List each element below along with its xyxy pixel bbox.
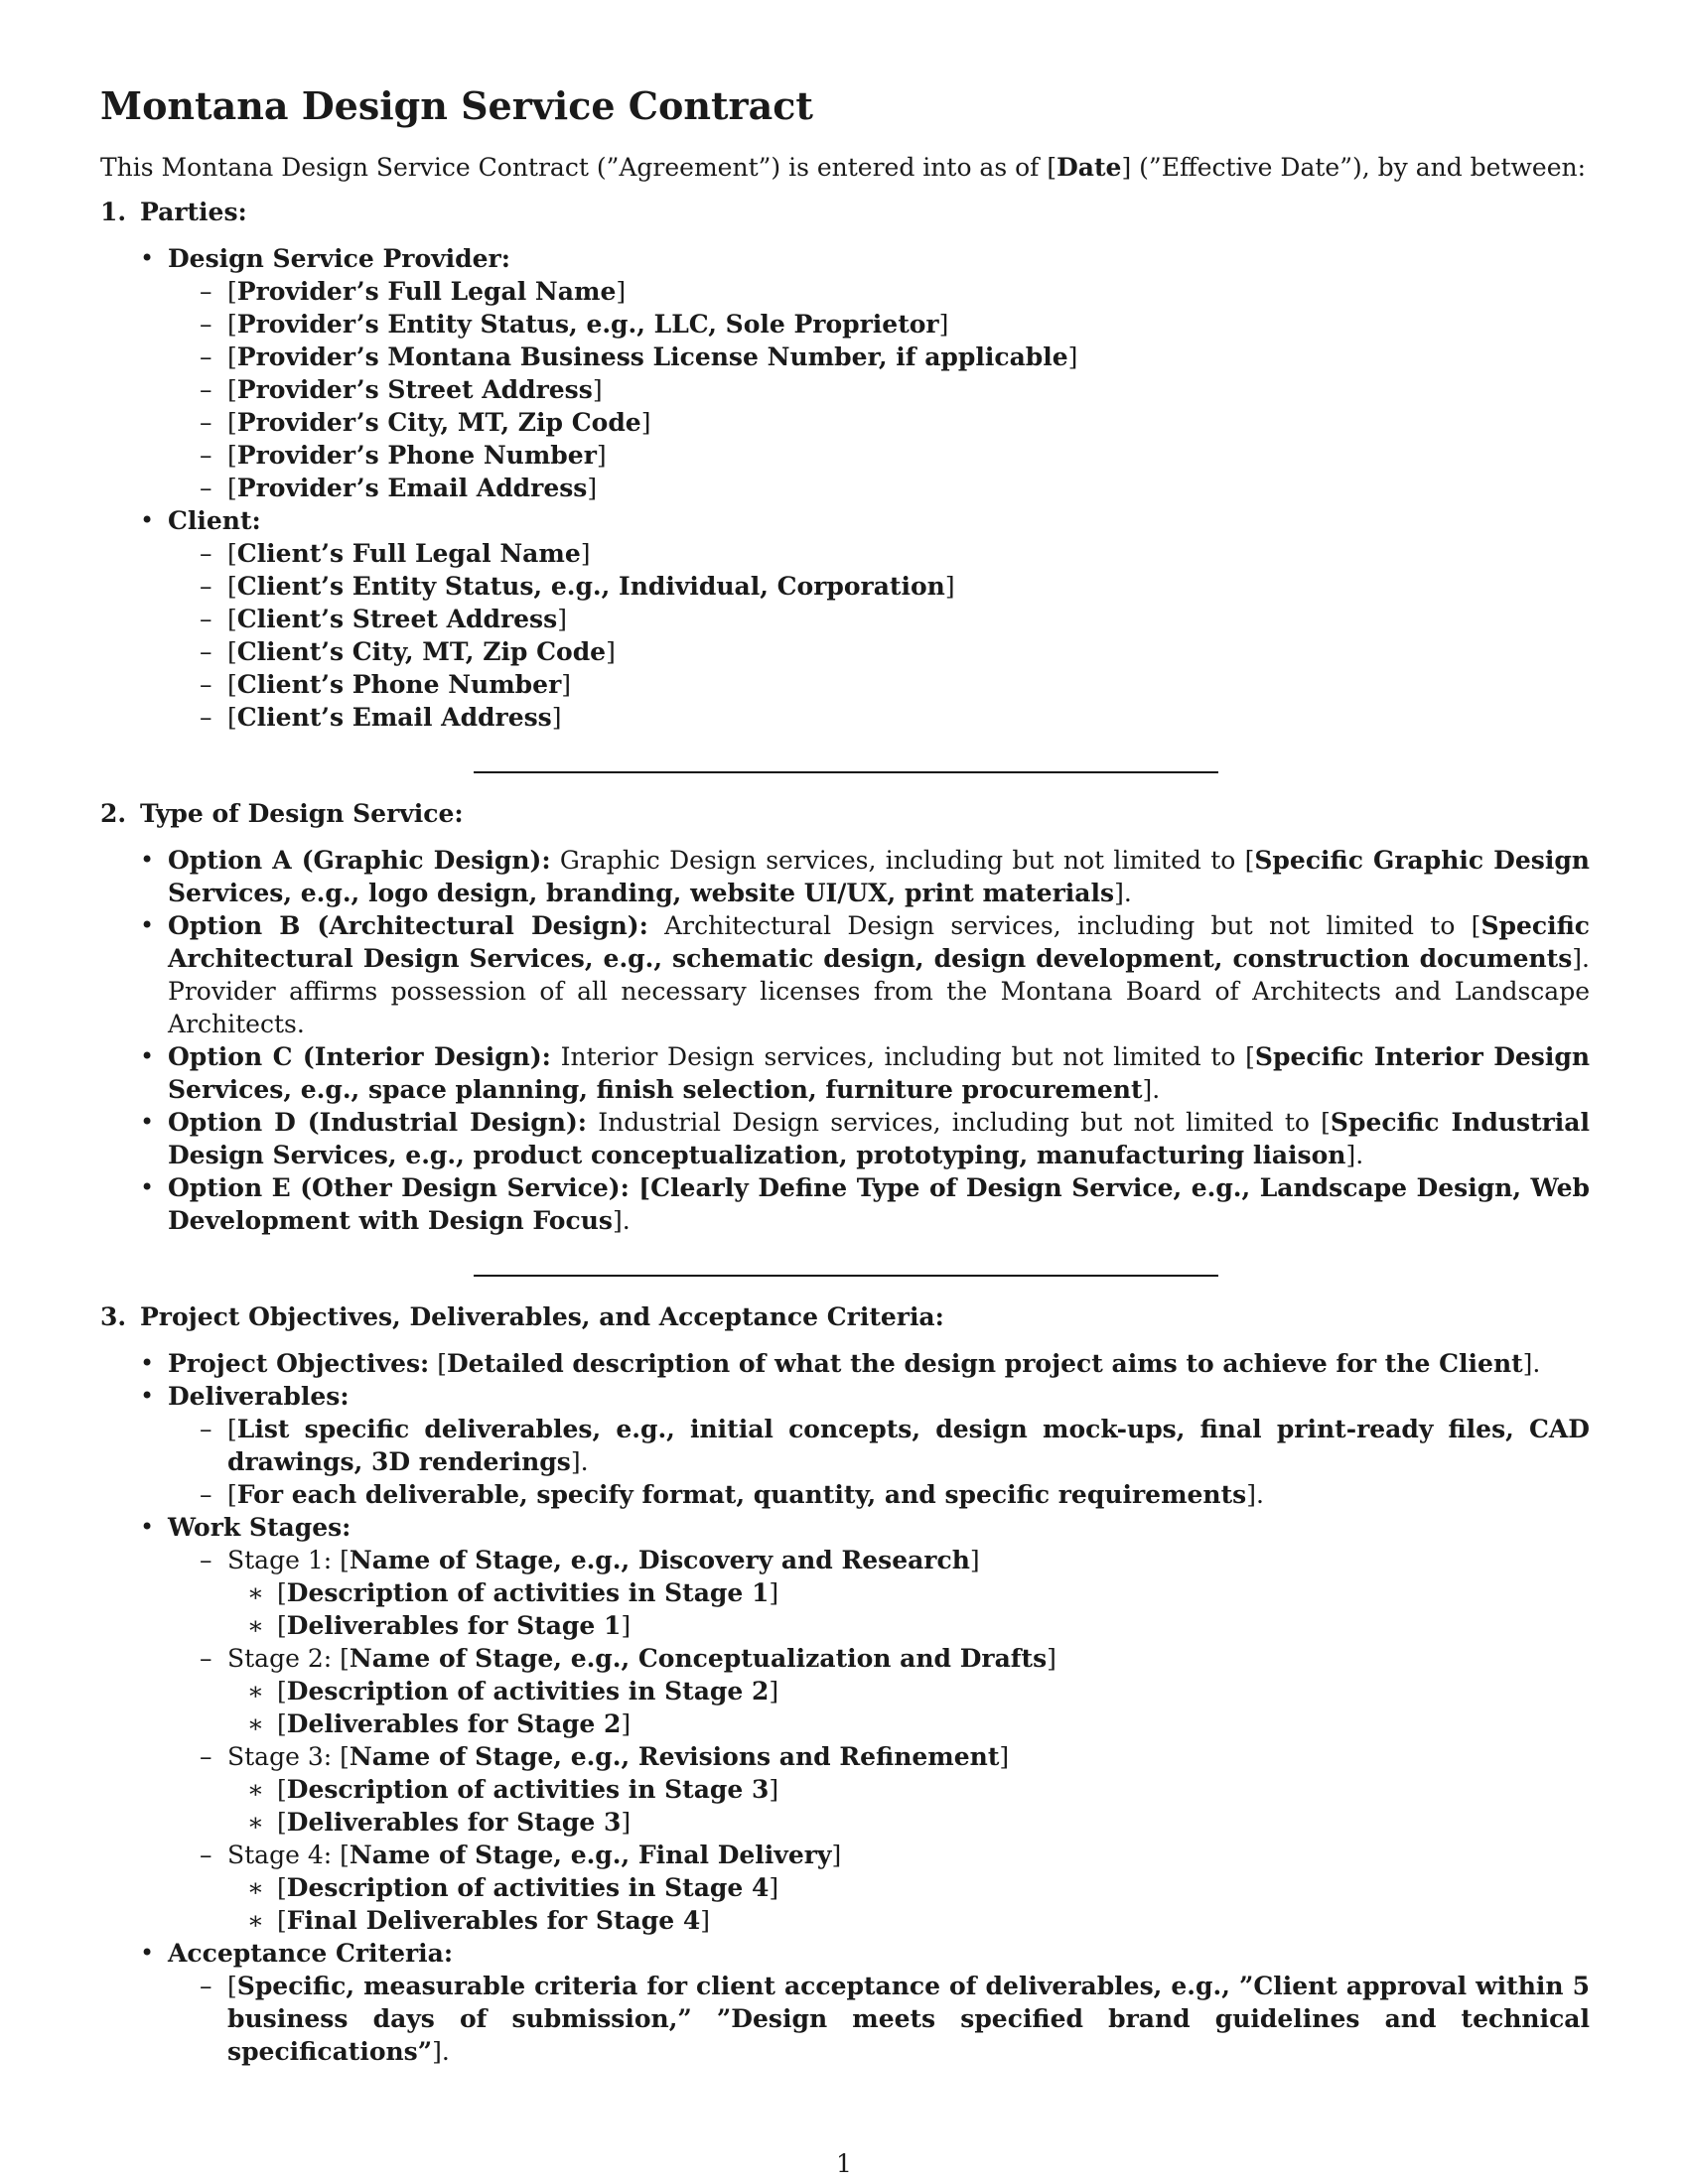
list-item: ∗ [Final Deliverables for Stage 4] [277,1904,1590,1937]
stage-item: – Stage 4: [Name of Stage, e.g., Final Delivery] ∗ [Description of activities in Stage 4] ∗ [Final Deliverables for Stage 4] [227,1839,1590,1937]
intro-paragraph: This Montana Design Service Contract (”Agreement”) is entered into as of [Date] (”Effective Date”), by and between: [100,153,1587,182]
list-item: ∗ [Description of activities in Stage 4] [277,1871,1590,1904]
option-a: • Option A (Graphic Design): Graphic Design services, including but not limited to [Specific Graphic Design Services, e.g., logo design, branding, website UI/UX, print materials]. [168,844,1590,909]
list-item: – [Client’s Street Address] [227,603,1590,635]
list-item: – [Provider’s Entity Status, e.g., LLC, Sole Proprietor] [227,308,1590,341]
stage-item: – Stage 1: [Name of Stage, e.g., Discovery and Research] ∗ [Description of activities in Stage 1] ∗ [Deliverables for Stage 1] [227,1544,1590,1642]
list-item: – [Specific, measurable criteria for client acceptance of deliverables, e.g., ”Client approval within 5 business days of submission,” ”Design meets specified brand guidelines and technical specifications”]. [227,1970,1590,2068]
list-item: ∗ [Deliverables for Stage 3] [277,1806,1590,1839]
stage-item: – Stage 2: [Name of Stage, e.g., Conceptualization and Drafts] ∗ [Description of activities in Stage 2] ∗ [Deliverables for Stage 2] [227,1642,1590,1740]
section-design-service-type [100,797,1590,1237]
list-item: – [Provider’s Email Address] [227,472,1590,504]
acceptance-criteria: • Acceptance Criteria: – [Specific, measurable criteria for client acceptance of deliverables, e.g., ”Client approval within 5 business days of submission,” ”Design meets specified brand guidelines and technical specifications”]. [168,1937,1590,2068]
list-item: – [For each deliverable, specify format, quantity, and specific requirements]. [227,1478,1590,1511]
list-item: ∗ [Deliverables for Stage 2] [277,1707,1590,1740]
client-block: • Client: – [Client’s Full Legal Name] – [Client’s Entity Status, e.g., Individual, Corporation] – [Client’s Street Address] – [Client’s City, MT, Zip Code] – [Client’s Phone Number] – [Client’s Email Address] [168,504,1590,734]
list-item: ∗ [Deliverables for Stage 1] [277,1609,1590,1642]
project-objectives: • Project Objectives: [Detailed description of what the design project aims to achieve for the Client]. [168,1347,1590,1380]
list-item: – [Client’s Entity Status, e.g., Individual, Corporation] [227,570,1590,603]
deliverables: • Deliverables: – [List specific deliverables, e.g., initial concepts, design mock-ups, final print-ready files, CAD drawings, 3D renderings]. – [For each deliverable, specify format, quantity, and specific requirements]. [168,1380,1590,1511]
list-item: – [Provider’s Street Address] [227,373,1590,406]
list-item: – [Client’s Full Legal Name] [227,537,1590,570]
provider-block: • Design Service Provider: – [Provider’s Full Legal Name] – [Provider’s Entity Status, e.g., LLC, Sole Proprietor] – [Provider’s Montana Business License Number, if applicable] – [Provider’s Street Address] – [Provider’s City, MT, Zip Code] – [Provider’s Phone Number] – [Provider’s Email Address] [168,242,1590,504]
document-page [100,83,1590,2068]
list-item: – [Provider’s Montana Business License Number, if applicable] [227,341,1590,373]
list-item: – [Provider’s City, MT, Zip Code] [227,406,1590,439]
option-c: • Option C (Interior Design): Interior Design services, including but not limited to [Specific Interior Design Services, e.g., space planning, finish selection, furniture procurement]. [168,1040,1590,1106]
section-objectives-deliverables [100,1300,1590,2068]
option-d: • Option D (Industrial Design): Industrial Design services, including but not limited to [Specific Industrial Design Services, e.g., product conceptualization, prototyping, manufacturing liaison]. [168,1106,1590,1171]
option-e: • Option E (Other Design Service): [Clearly Define Type of Design Service, e.g., Landscape Design, Web Development with Design Focus]. [168,1171,1590,1237]
work-stages: • Work Stages: – Stage 1: [Name of Stage, e.g., Discovery and Research] ∗ [Description of activities in Stage 1] ∗ [Deliverables for Stage 1] – Stage 2: [Name of Stage, e.g., Conceptualization and Drafts] ∗ [Description of activities in Stage 2] ∗ [Deliverables for Stage 2] – Stage 3: [Name of Stage, e.g., Revisions and Refinement] ∗ [Description of activities in Stage 3] ∗ [Deliverables for Stage 3] – Stage 4: [Name of Stage, e.g., Final Delivery] ∗ [Description of activities in Stage 4] ∗ [Final Deliverables for Stage 4] [168,1511,1590,1937]
page-number: 1 [836,2149,852,2178]
option-b: • Option B (Architectural Design): Architectural Design services, including but not limited to [Specific Architectural Design Services, e.g., schematic design, design development, construction documents]. Provider affirms possession of all necessary licenses from the Montana Board of Architects and Landscape Architects. [168,909,1590,1040]
section-divider [474,1275,1218,1277]
section-heading: 3. Project Objectives, Deliverables, and Acceptance Criteria: [100,1302,944,1331]
section-heading: 1. Parties: [100,198,247,226]
list-item: ∗ [Description of activities in Stage 3] [277,1773,1590,1806]
section-parties [100,196,1590,734]
list-item: ∗ [Description of activities in Stage 2] [277,1675,1590,1707]
section-heading: 2. Type of Design Service: [100,799,464,828]
list-item: – [Client’s Phone Number] [227,668,1590,701]
stage-item: – Stage 3: [Name of Stage, e.g., Revisions and Refinement] ∗ [Description of activities in Stage 3] ∗ [Deliverables for Stage 3] [227,1740,1590,1839]
list-item: – [Provider’s Phone Number] [227,439,1590,472]
effective-date-placeholder: Date [1056,153,1122,182]
document-title: Montana Design Service Contract [100,83,813,128]
list-item: – [Client’s Email Address] [227,701,1590,734]
list-item: ∗ [Description of activities in Stage 1] [277,1576,1590,1609]
section-divider [474,771,1218,773]
list-item: – [List specific deliverables, e.g., initial concepts, design mock-ups, final print-ready files, CAD drawings, 3D renderings]. [227,1413,1590,1478]
list-item: – [Client’s City, MT, Zip Code] [227,635,1590,668]
list-item: – [Provider’s Full Legal Name] [227,275,1590,308]
